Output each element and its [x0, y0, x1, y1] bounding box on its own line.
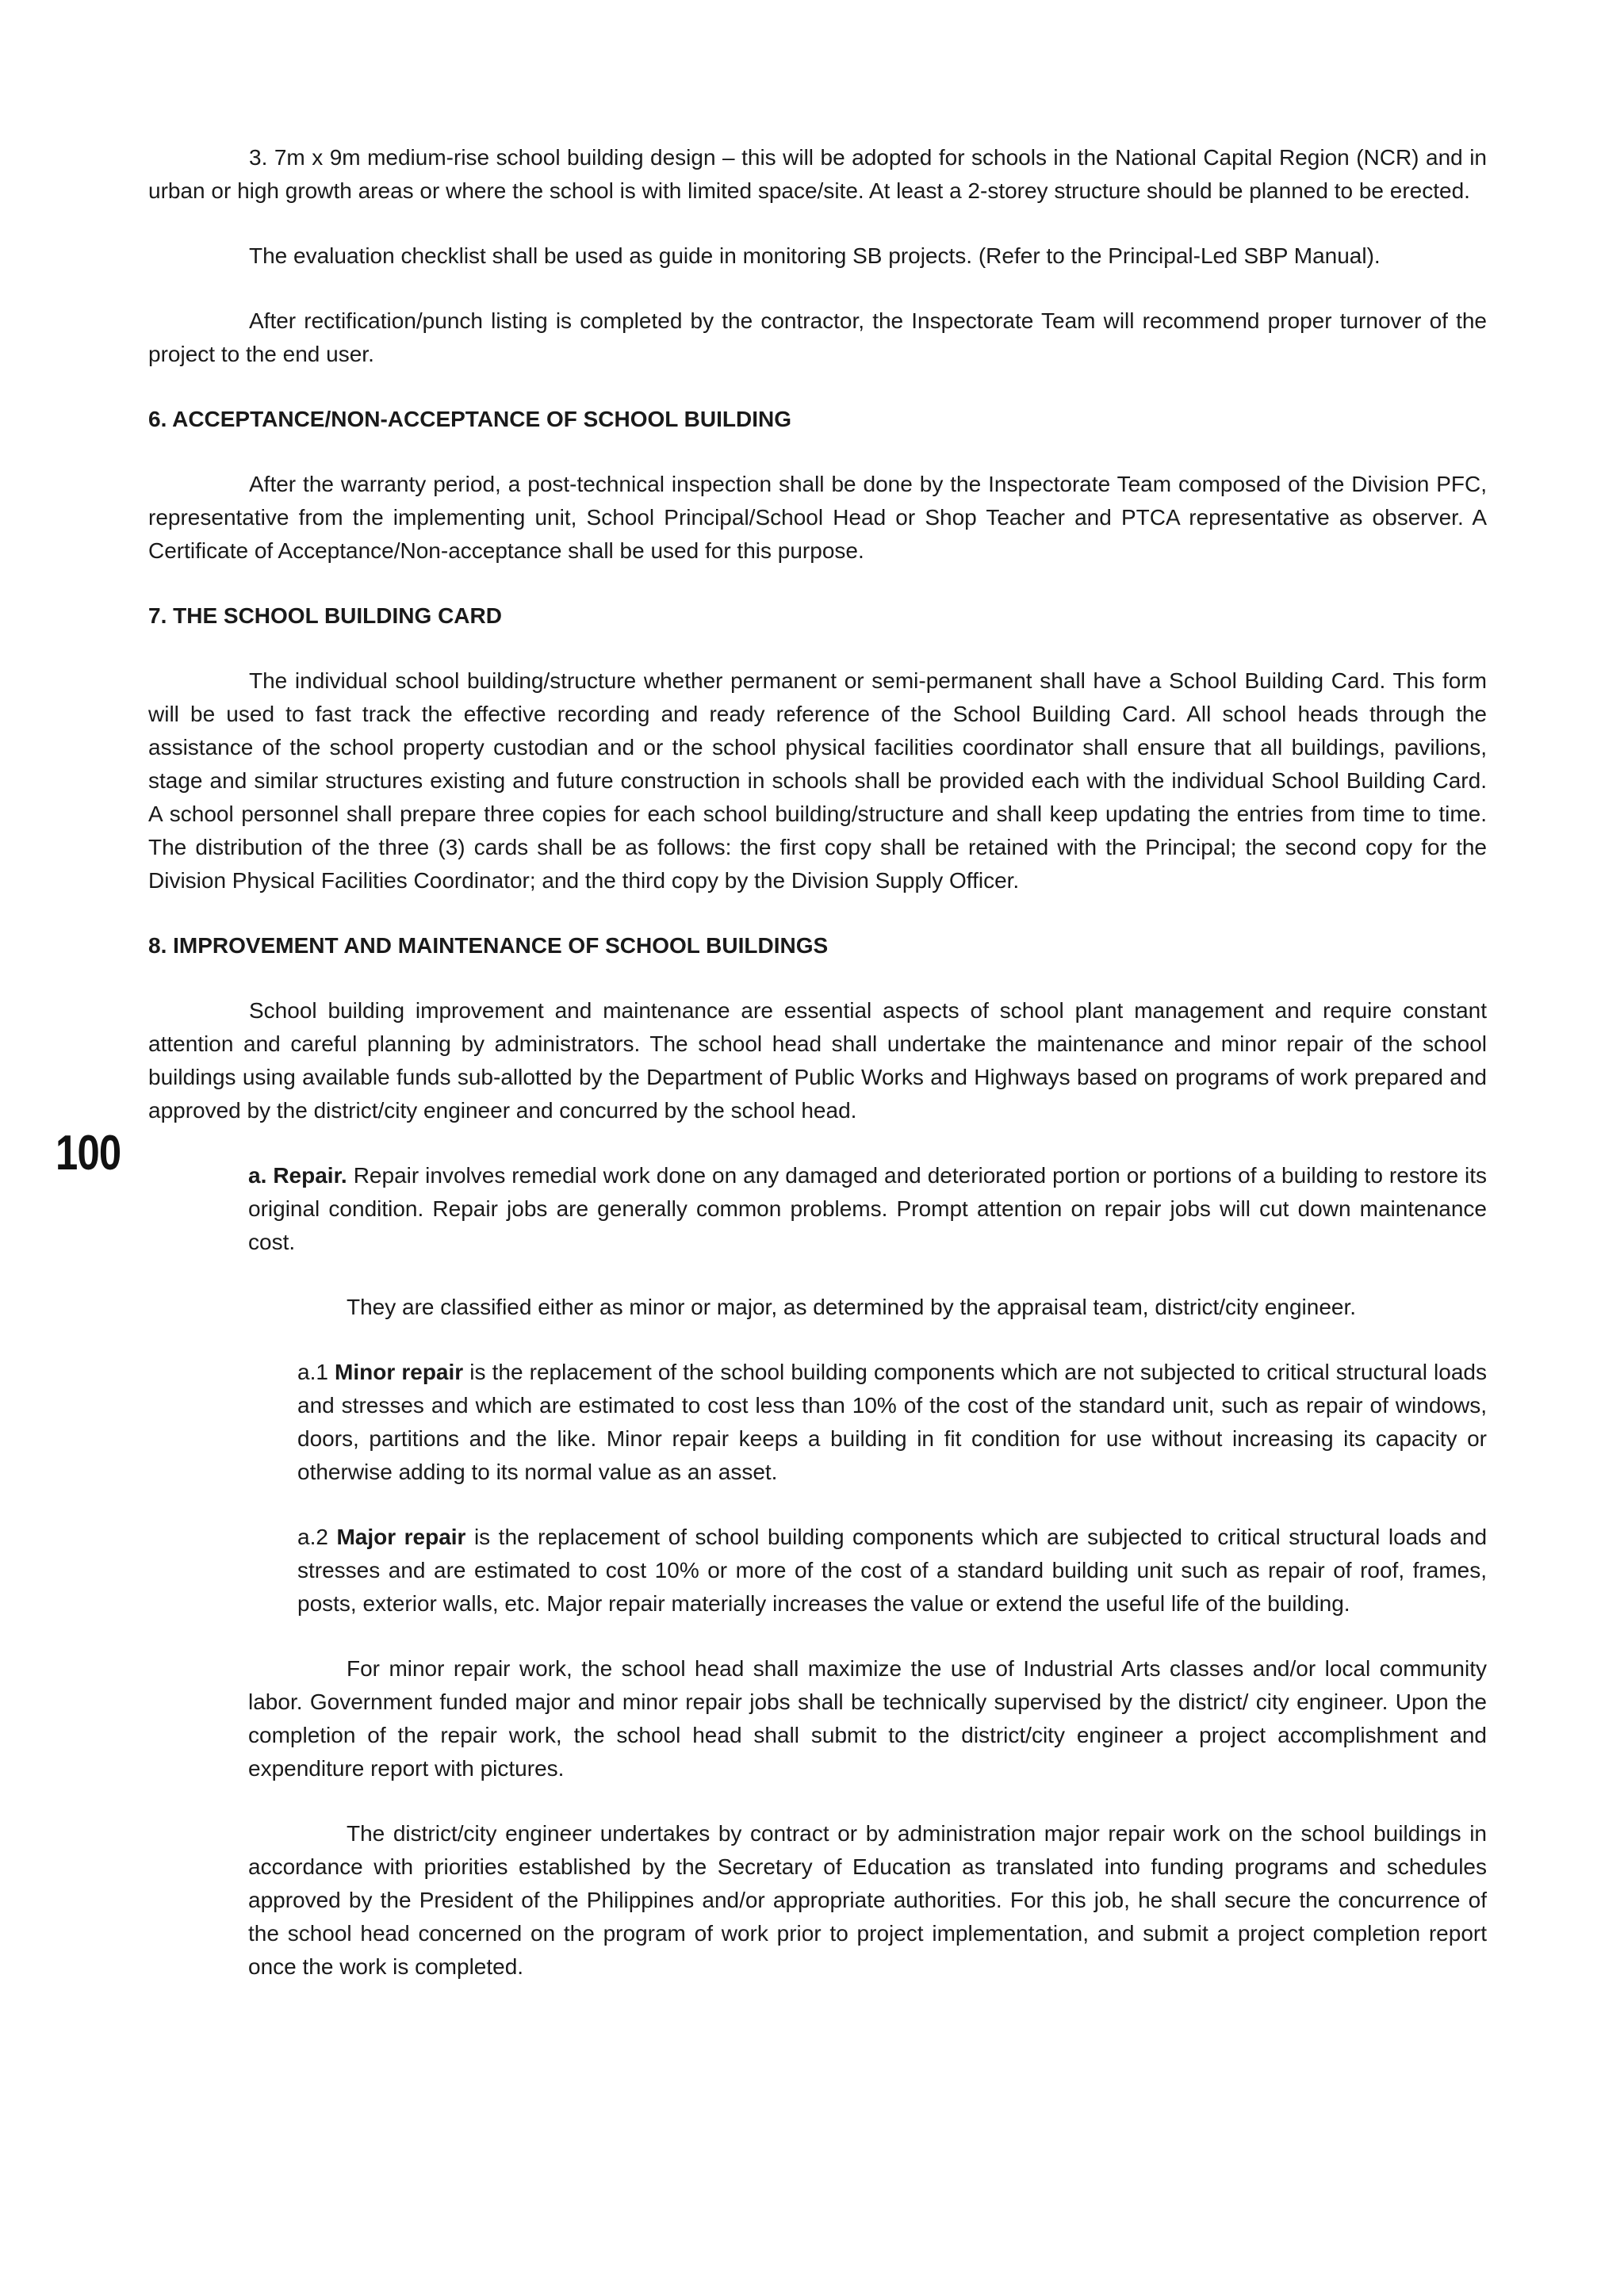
minor-repair-term: Minor repair [335, 1360, 464, 1384]
paragraph-building-card: The individual school building/structure whether permanent or semi-permanent shall have a School Building Card. This form will be used to fast track the effective recording and ready reference of the School Building Card. All school heads through the assistance of the school property custodian and or the school physical facilities coordinator shall ensure that all buildings, pavilions, stage and similar structures existing and future construction in schools shall be provided each with the individual School Building Card. A school personnel shall prepare three copies for each school building/structure and shall keep updating the entries from time to time. The distribution of the three (3) cards shall be as follows: the first copy shall be retained with the Principal; the second copy for the Division Physical Facilities Coordinator; and the third copy by the Division Supply Officer. [148, 668, 1487, 893]
paragraph-rectification: After rectification/punch listing is completed by the contractor, the Inspectorate Team will recommend proper turnover of the project to the end user. [148, 308, 1487, 366]
paragraph-classification: They are classified either as minor or major, as determined by the appraisal team, district/city engineer. [347, 1295, 1357, 1319]
paragraph-minor-repair-work: For minor repair work, the school head shall maximize the use of Industrial Arts classes and/or local community labor. Government funded major and minor repair jobs shall be technically supervised by the district/ city engineer. Upon the completion of the repair work, the school head shall submit to the district/city engineer a project accomplishment and expenditure report with pictures. [248, 1656, 1487, 1781]
major-repair-text: is the replacement of school building components which are subjected to critical structural loads and stresses and are estimated to cost 10% or more of the cost of a standard building unit such as repair of roof, frames, posts, exterior walls, etc. Major repair materially increases the value or extend the useful life of the building. [297, 1525, 1488, 1616]
minor-repair-text: is the replacement of the school building components which are not subjected to critical structural loads and stresses and which are estimated to cost less than 10% of the cost of the standard unit, such as repair of windows, doors, partitions and the like. Minor repair keeps a building in fit condition for use without increasing its capacity or otherwise adding to its normal value as an asset. [297, 1360, 1487, 1484]
repair-text: Repair involves remedial work done on any damaged and deteriorated portion or portions of a building to restore its original condition. Repair jobs are generally common problems. Prompt attention on repair jobs will cut down maintenance cost. [248, 1163, 1487, 1254]
section-heading-7: 7. THE SCHOOL BUILDING CARD [148, 603, 502, 628]
paragraph-design-3: 3. 7m x 9m medium-rise school building design – this will be adopted for schools in the National Capital Region (NCR) and in urban or high growth areas or where the school is with limited space/site. At least a 2-storey structure should be planned to be erected. [148, 145, 1487, 203]
paragraph-repair [248, 1159, 1487, 1259]
minor-repair-number: a.1 [297, 1360, 335, 1384]
paragraph-minor-repair [297, 1356, 1487, 1489]
paragraph-major-repair [297, 1521, 1487, 1621]
paragraph-acceptance: After the warranty period, a post-technical inspection shall be done by the Inspectorate Team composed of the Division PFC, representative from the implementing unit, School Principal/School Head or Shop Teacher and PTCA representative as observer. A Certificate of Acceptance/Non-acceptance shall be used for this purpose. [148, 472, 1487, 563]
major-repair-term: Major repair [336, 1525, 466, 1549]
section-heading-6: 6. ACCEPTANCE/NON-ACCEPTANCE OF SCHOOL BUILDING [148, 407, 791, 431]
page-number: 100 [56, 1126, 121, 1181]
paragraph-major-repair-work: The district/city engineer undertakes by contract or by administration major repair work on the school buildings in accordance with priorities established by the Secretary of Education as translated into funding programs and schedules approved by the President of the Philippines and/or appropriate authorities. For this job, he shall secure the concurrence of the school head concerned on the program of work prior to project implementation, and submit a project completion report once the work is completed. [248, 1821, 1487, 1979]
repair-label: a. Repair. [248, 1163, 347, 1188]
major-repair-number: a.2 [297, 1525, 337, 1549]
section-heading-8: 8. IMPROVEMENT AND MAINTENANCE OF SCHOOL BUILDINGS [148, 933, 829, 958]
paragraph-evaluation-checklist: The evaluation checklist shall be used as guide in monitoring SB projects. (Refer to the Principal-Led SBP Manual). [249, 243, 1381, 268]
body-column [148, 141, 1487, 2015]
paragraph-improvement: School building improvement and maintenance are essential aspects of school plant management and require constant attention and careful planning by administrators. The school head shall undertake the maintenance and minor repair of the school buildings using available funds sub-allotted by the Department of Public Works and Highways based on programs of work prepared and approved by the district/city engineer and concurred by the school head. [148, 998, 1487, 1123]
